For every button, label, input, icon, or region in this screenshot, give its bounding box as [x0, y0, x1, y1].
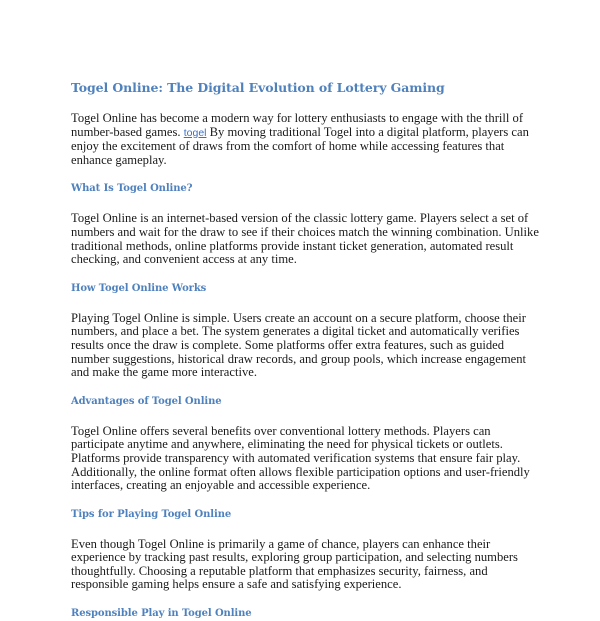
spacer	[71, 167, 541, 182]
spacer	[71, 196, 541, 212]
document-page	[71, 80, 541, 621]
section-heading-advantages: Advantages of Togel Online	[71, 395, 222, 407]
section-heading-how-it-works: How Togel Online Works	[71, 282, 207, 294]
section-heading-responsible-play: Responsible Play in Togel Online	[71, 608, 252, 620]
spacer	[71, 96, 541, 112]
intro-paragraph	[71, 112, 541, 167]
spacer	[71, 267, 541, 282]
intro-text-after-link: By moving traditional Togel into a digital platform, players can enjoy the excitement of draws from the comfort of home while accessing features that enhance gameplay.	[71, 124, 529, 167]
spacer	[71, 493, 541, 508]
intro-text-before-link: Togel Online has become a modern way for lottery enthusiasts to engage with the thrill of number-based games.	[71, 111, 524, 139]
togel-link[interactable]: togel	[183, 126, 207, 139]
spacer	[71, 380, 541, 395]
document-title: Togel Online: The Digital Evolution of Lottery Gaming	[71, 80, 445, 95]
spacer	[71, 522, 541, 538]
section-body-advantages: Togel Online offers several benefits over conventional lottery methods. Players can participate anytime and anywhere, eliminating the need for physical tickets or outlets. Platforms provide transparency with automated verification systems that ensure fair play. Additionally, the online format often allows flexible participation options and user-friendly interfaces, creating an enjoyable and accessible experience.	[71, 423, 530, 493]
spacer	[71, 296, 541, 312]
section-body-tips: Even though Togel Online is primarily a game of chance, players can enhance their experience by tracking past results, exploring group participation, and selecting numbers thoughtfully. Choosing a reputable platform that emphasizes security, fairness, and responsible gaming helps ensure a safe and satisfying experience.	[71, 536, 518, 592]
section-heading-tips: Tips for Playing Togel Online	[71, 508, 232, 520]
section-body-what-is: Togel Online is an internet-based version of the classic lottery game. Players select a set of numbers and wait for the draw to see if their choices match the winning combination. Unlike traditional methods, online platforms provide instant ticket generation, automated result checking, and convenient access at any time.	[71, 211, 539, 267]
spacer	[71, 409, 541, 425]
section-heading-what-is: What Is Togel Online?	[71, 183, 193, 195]
section-body-how-it-works: Playing Togel Online is simple. Users create an account on a secure platform, choose their numbers, and place a bet. The system generates a digital ticket and automatically verifies results once the draw is complete. Some platforms offer extra features, such as guided number suggestions, historical draw records, and group pools, which increase engagement and make the game more interactive.	[71, 310, 526, 380]
